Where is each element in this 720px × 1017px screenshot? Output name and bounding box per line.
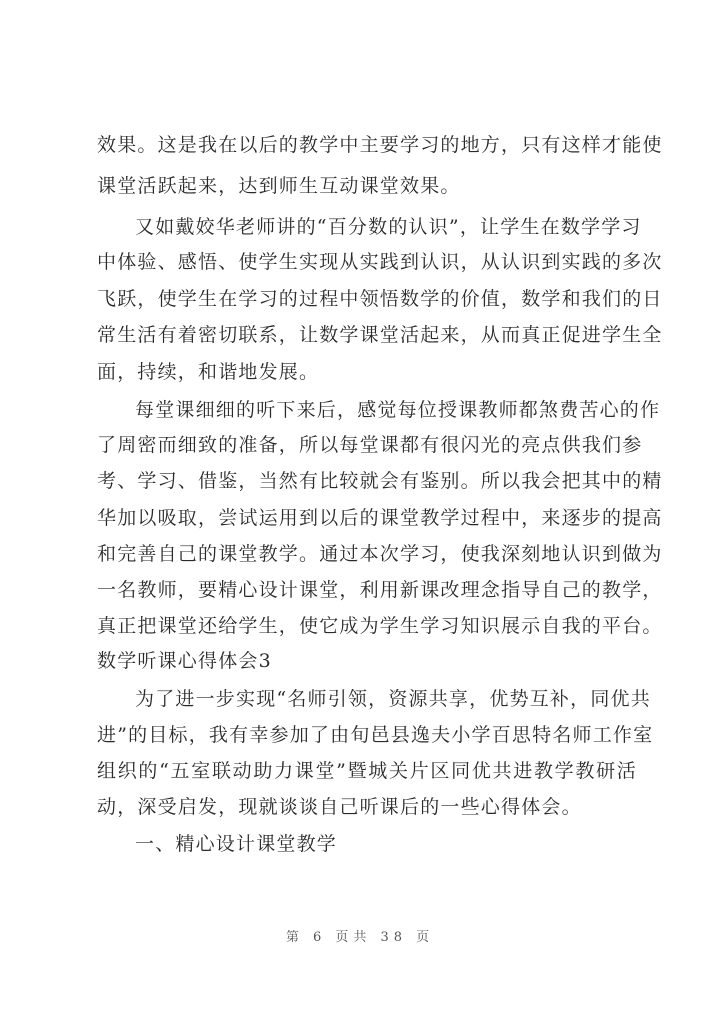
paragraph-line: 一名教师，要精心设计课堂，利用新课改理念指导自己的教学， [97,579,663,601]
subheading: 一、精心设计课堂教学 [135,833,338,855]
paragraph-line: 进”的目标，我有幸参加了由旬邑县逸夫小学百思特名师工作室 [97,724,654,746]
paragraph-line: 华加以吸取，尝试运用到以后的课堂教学过程中，来逐步的提高 [97,507,663,529]
paragraph-line: 了周密而细致的准备，所以每堂课都有很闪光的亮点供我们参 [97,434,643,456]
paragraph-line: 又如戴姣华老师讲的“百分数的认识”，让学生在数学学习 [135,216,642,238]
paragraph-line: 每堂课细细的听下来后，感觉每位授课教师都煞费苦心的作 [135,399,661,421]
paragraph-line: 真正把课堂还给学生，使它成为学生学习知识展示自我的平台。 [97,615,663,637]
page-number-footer: 第 6 页共 38 页 [285,930,435,945]
section-heading: 数学听课心得体会3 [97,650,272,672]
paragraph-line: 为了进一步实现“名师引领，资源共享，优势互补，同优共 [135,688,651,710]
paragraph-line: 考、学习、借鉴，当然有比较就会有鉴别。所以我会把其中的精 [97,470,663,492]
paragraph-line: 飞跃，使学生在学习的过程中领悟数学的价值，数学和我们的日 [97,288,663,310]
paragraph-line: 中体验、感悟、使学生实现从实践到认识，从认识到实践的多次 [97,251,663,273]
paragraph-line: 组织的“五室联动助力课堂”暨城关片区同优共进教学教研活 [97,760,637,782]
paragraph-line: 面，持续，和谐地发展。 [97,361,320,383]
paragraph-line: 常生活有着密切联系，让数学课堂活起来，从而真正促进学生全 [97,324,663,346]
paragraph-line: 效果。这是我在以后的教学中主要学习的地方，只有这样才能使 [97,134,663,156]
paragraph-line: 和完善自己的课堂教学。通过本次学习，使我深刻地认识到做为 [97,543,663,565]
paragraph-line: 动，深受启发，现就谈谈自己听课后的一些心得体会。 [97,796,582,818]
paragraph-line: 课堂活跃起来，达到师生互动课堂效果。 [97,175,461,197]
